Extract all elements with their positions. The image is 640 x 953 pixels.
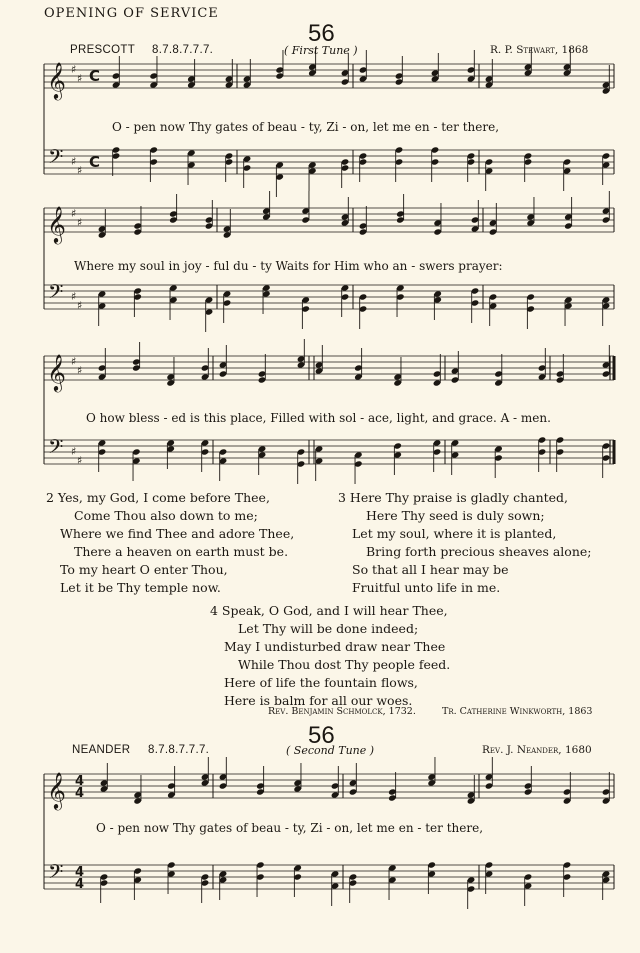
lyric-line-1: O - pen now Thy gates of beau - ty, Zi - on, let me en - ter there,	[112, 120, 500, 134]
verse-line: So that all I hear may be	[352, 562, 509, 577]
time-signature-top: 4	[75, 774, 85, 789]
tune-meter: 8.7.8.7.7.7.	[152, 44, 214, 56]
verse-line: Let it be Thy temple now.	[60, 580, 221, 595]
lyric-line-2: Where my soul in joy - ful du - ty Waits for Him who an - swers prayer:	[74, 259, 503, 273]
time-signature-top: 4	[75, 865, 85, 880]
hymn-number: 56	[308, 20, 335, 47]
sharp-icon: ♯	[77, 454, 83, 467]
verse-line: Let my soul, where it is planted,	[352, 526, 557, 541]
tune-label-text: First Tune	[291, 44, 350, 57]
time-signature-common: C	[89, 153, 101, 171]
time-signature-bottom: 4	[75, 877, 85, 892]
lyric-line-second: O - pen now Thy gates of beau - ty, Zi - on, let me en - ter there,	[96, 821, 484, 835]
verse-line: 3 Here Thy praise is gladly chanted,	[338, 490, 569, 505]
sharp-icon: ♯	[77, 216, 83, 229]
credit-translator: Tr. Catherine Winkworth, 1863	[442, 706, 593, 717]
verse-line: Where we find Thee and adore Thee,	[60, 526, 295, 541]
sharp-icon: ♯	[71, 63, 77, 76]
sharp-icon: ♯	[77, 72, 83, 85]
composer: R. P. Stewart, 1868	[490, 44, 589, 56]
tune-name: PRESCOTT	[70, 44, 136, 56]
treble-clef-icon: 𝄞	[47, 205, 66, 243]
verse-line: May I undisturbed draw near Thee	[224, 639, 446, 654]
tune-label-second: ( Second Tune )	[286, 744, 375, 757]
credit-author: Rev. Benjamin Schmolck, 1732.	[268, 706, 416, 717]
treble-clef-icon: 𝄞	[47, 771, 66, 809]
bass-clef-icon: 𝄢	[48, 435, 64, 463]
verse-line: Here Thy seed is duly sown;	[366, 508, 545, 523]
treble-clef-icon: 𝄞	[47, 353, 66, 391]
sharp-icon: ♯	[71, 207, 77, 220]
bass-clef-icon: 𝄢	[48, 860, 64, 888]
bass-clef-icon: 𝄢	[48, 280, 64, 308]
tune-meter-second: 8.7.8.7.7.7.	[148, 744, 210, 756]
sharp-icon: ♯	[77, 164, 83, 177]
sharp-icon: ♯	[71, 445, 77, 458]
verse-line: Here of life the fountain flows,	[224, 675, 418, 690]
verse-line: Let Thy will be done indeed;	[238, 621, 419, 636]
tune-label-text: Second Tune	[293, 744, 367, 757]
sharp-icon: ♯	[77, 299, 83, 312]
treble-clef-icon: 𝄞	[47, 61, 66, 99]
sharp-icon: ♯	[71, 355, 77, 368]
sharp-icon: ♯	[71, 155, 77, 168]
tune-label: ( First Tune )	[284, 44, 358, 57]
verse-line: There a heaven on earth must be.	[74, 544, 289, 559]
hymn-number-second: 56	[308, 722, 335, 749]
verse-line: Fruitful unto life in me.	[352, 580, 501, 595]
verse-line: 2 Yes, my God, I come before Thee,	[46, 490, 270, 505]
verse-line: While Thou dost Thy people feed.	[238, 657, 451, 672]
tune-name-second: NEANDER	[72, 744, 131, 756]
composer-second: Rev. J. Neander, 1680	[482, 744, 592, 756]
lyric-line-3: O how bless - ed is this place, Filled with sol - ace, light, and grace. A - men.	[86, 411, 551, 425]
verse-line: Here is balm for all our woes.	[224, 693, 413, 708]
sharp-icon: ♯	[71, 290, 77, 303]
time-signature-common: C	[89, 67, 101, 85]
verse-line: 4 Speak, O God, and I will hear Thee,	[210, 603, 448, 618]
time-signature-bottom: 4	[75, 786, 85, 801]
verse-line: To my heart O enter Thou,	[60, 562, 228, 577]
sharp-icon: ♯	[77, 364, 83, 377]
page-header: OPENING OF SERVICE	[44, 6, 219, 21]
verse-line: Bring forth precious sheaves alone;	[366, 544, 592, 559]
bass-clef-icon: 𝄢	[48, 145, 64, 173]
verse-line: Come Thou also down to me;	[74, 508, 258, 523]
